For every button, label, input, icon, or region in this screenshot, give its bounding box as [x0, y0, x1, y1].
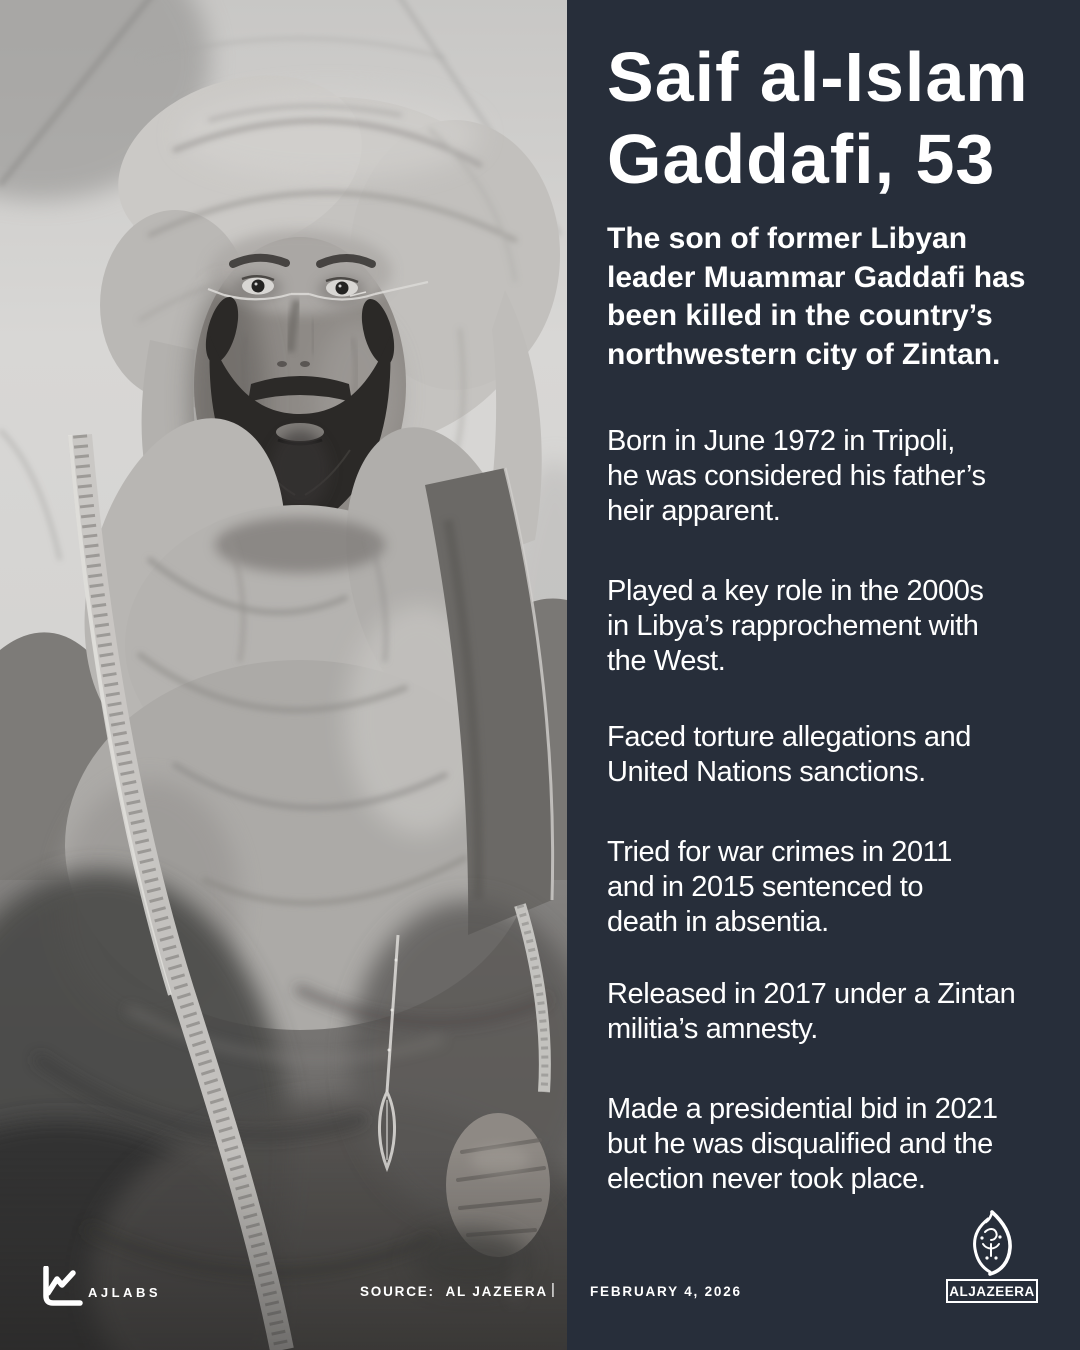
footer-divider: | — [551, 1281, 555, 1298]
fact-line: but he was disqualified and the — [607, 1128, 993, 1160]
source-label: SOURCE: AL JAZEERA — [360, 1284, 548, 1299]
aljazeera-flame-icon — [967, 1210, 1017, 1276]
date-label: FEBRUARY 4, 2026 — [590, 1284, 742, 1299]
fact-line: the West. — [607, 645, 726, 677]
intro-line: been killed in the country’s — [607, 299, 993, 332]
fact-line: Released in 2017 under a Zintan — [607, 978, 1016, 1010]
aljazeera-wordmark-box — [946, 1279, 1038, 1303]
intro-line: northwestern city of Zintan. — [607, 337, 1001, 371]
fact-line: in Libya’s rapprochement with — [607, 610, 979, 642]
fact-line: election never took place. — [607, 1163, 926, 1195]
fact-paragraph-6 — [607, 1092, 998, 1197]
fact-line: Made a presidential bid in 2021 — [607, 1093, 998, 1125]
fact-paragraph-5 — [607, 977, 1015, 1047]
fact-paragraph-4 — [607, 835, 952, 940]
fact-line: death in absentia. — [607, 906, 829, 938]
page-title — [607, 36, 1029, 200]
title-line-1: Saif al-Islam — [607, 38, 1029, 116]
fact-line: and in 2015 sentenced to — [607, 871, 924, 903]
fact-paragraph-3 — [607, 720, 971, 790]
ajlabs-label: AJLABS — [88, 1285, 162, 1300]
fact-line: Faced torture allegations and — [607, 721, 972, 753]
fact-line: Born in June 1972 in Tripoli, — [607, 425, 955, 457]
fact-paragraph-2 — [607, 574, 984, 679]
intro-paragraph — [607, 220, 1025, 374]
fact-line: militia’s amnesty. — [607, 1013, 818, 1045]
fact-line: heir apparent. — [607, 495, 781, 527]
fact-paragraph-1 — [607, 424, 986, 529]
aljazeera-wordmark: ALJAZEERA — [949, 1283, 1035, 1299]
intro-line: leader Muammar Gaddafi has — [607, 260, 1026, 294]
line-chart-icon — [40, 1266, 84, 1308]
fact-line: United Nations sanctions. — [607, 756, 926, 788]
fact-line: he was considered his father’s — [607, 460, 986, 492]
intro-line: The son of former Libyan — [607, 222, 968, 255]
fact-line: Played a key role in the 2000s — [607, 575, 984, 607]
info-panel — [567, 0, 1080, 1350]
title-line-2: Gaddafi, 53 — [607, 120, 996, 198]
fact-line: Tried for war crimes in 2011 — [607, 836, 952, 868]
